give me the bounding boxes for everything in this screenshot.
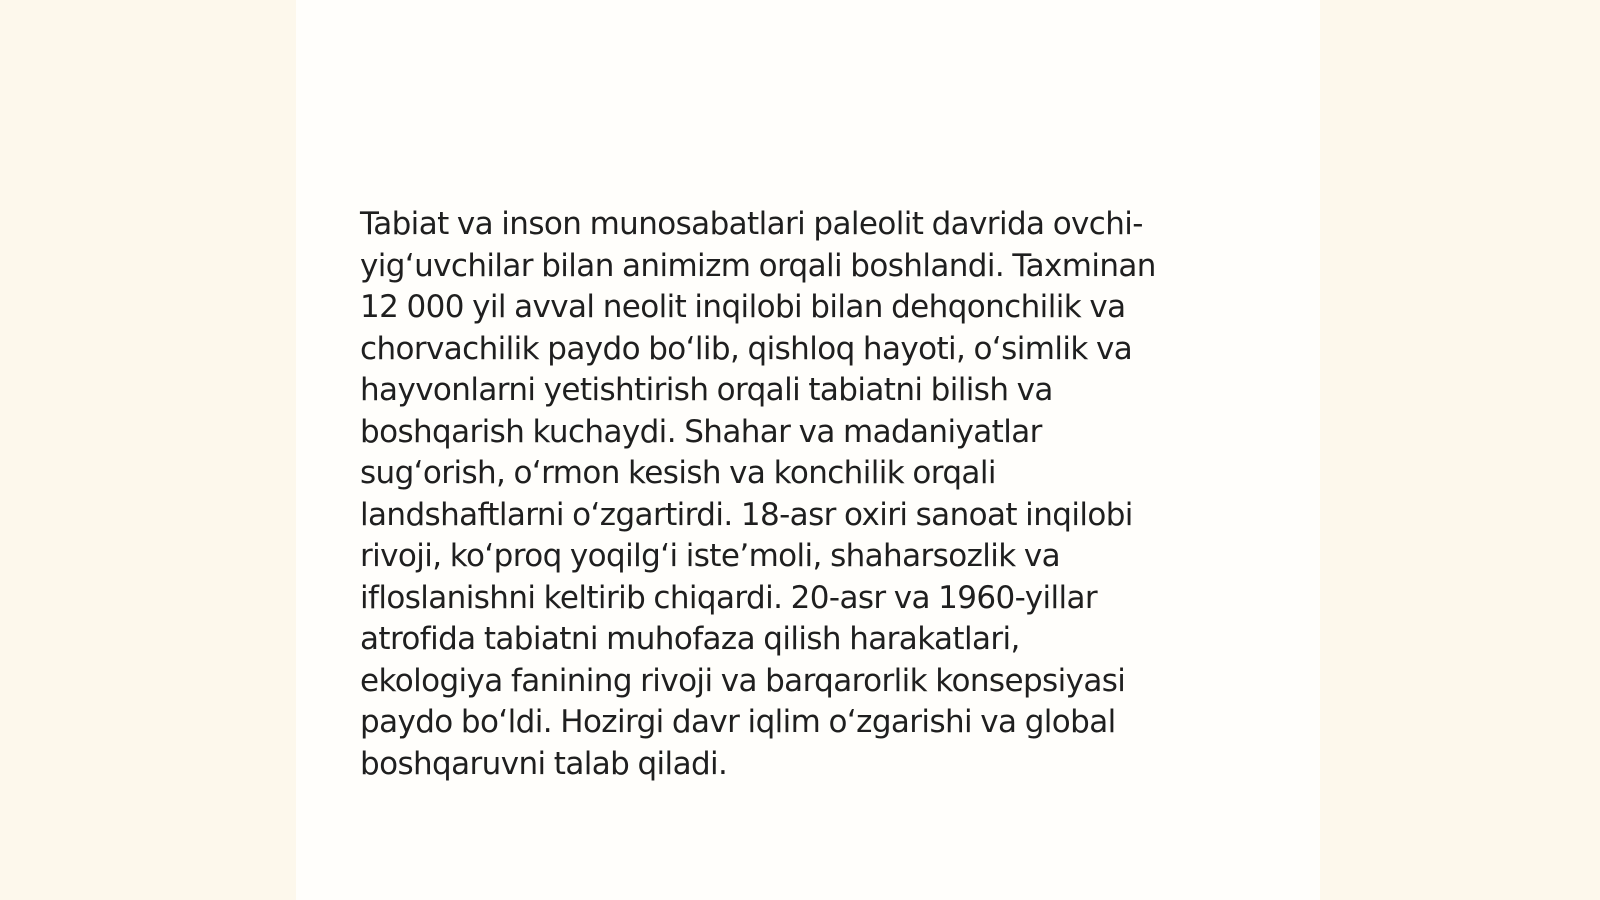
paragraph-line: ifloslanishni keltirib chiqardi. 20-asr va 1960-yillar bbox=[360, 579, 1098, 616]
paragraph-line: landshaftlarni o‘zgartirdi. 18-asr oxiri sanoat inqilobi bbox=[360, 496, 1133, 533]
paragraph-line: boshqarish kuchaydi. Shahar va madaniyatlar bbox=[360, 413, 1042, 450]
paragraph-line: ekologiya fanining rivoji va barqarorlik konsepsiyasi bbox=[360, 662, 1126, 699]
paragraph-line: sug‘orish, o‘rmon kesish va konchilik orqali bbox=[360, 455, 996, 491]
paragraph-line: 12 000 yil avval neolit inqilobi bilan dehqonchilik va bbox=[360, 289, 1126, 325]
slide-canvas bbox=[296, 0, 1320, 900]
paragraph-line: chorvachilik paydo bo‘lib, qishloq hayoti, o‘simlik va bbox=[360, 330, 1133, 367]
paragraph-line: Tabiat va inson munosabatlari paleolit davrida ovchi- bbox=[360, 206, 1143, 242]
paragraph-line: boshqaruvni talab qiladi. bbox=[360, 745, 728, 782]
paragraph-line: paydo bo‘ldi. Hozirgi davr iqlim o‘zgarishi va global bbox=[360, 704, 1116, 740]
slide-paragraph bbox=[360, 204, 1240, 785]
paragraph-line: atrofida tabiatni muhofaza qilish harakatlari, bbox=[360, 621, 1020, 657]
paragraph-line: hayvonlarni yetishtirish orqali tabiatni bilish va bbox=[360, 372, 1053, 408]
paragraph-line: yig‘uvchilar bilan animizm orqali boshlandi. Taxminan bbox=[360, 247, 1156, 284]
paragraph-line: rivoji, ko‘proq yoqilg‘i iste’moli, shaharsozlik va bbox=[360, 538, 1061, 574]
